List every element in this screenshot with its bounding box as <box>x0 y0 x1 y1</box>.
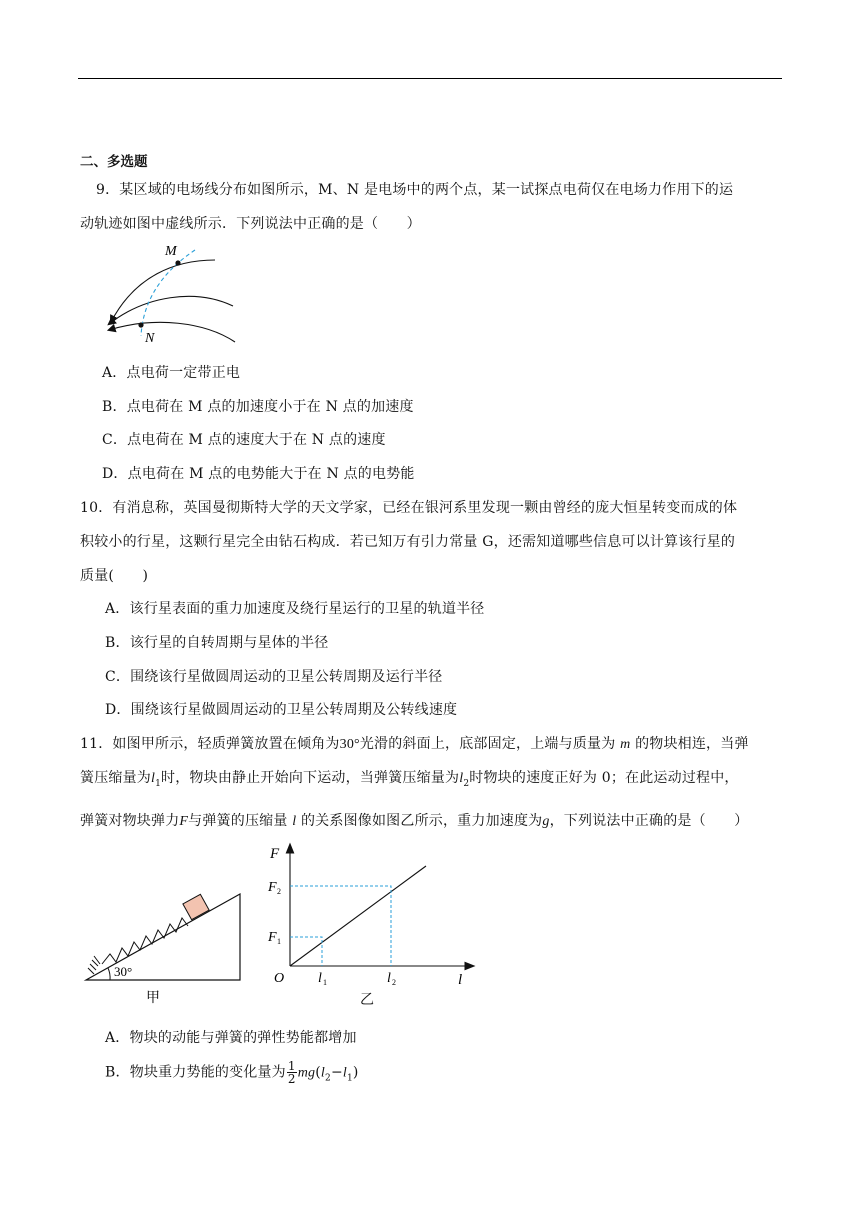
angle-label: 30° <box>114 964 133 979</box>
q9-option-d[interactable]: D．点电荷在 M 点的电势能大于在 N 点的电势能 <box>102 466 415 482</box>
label-m: M <box>165 244 177 259</box>
q11-option-a[interactable]: A．物块的动能与弹簧的弹性势能都增加 <box>105 1030 357 1046</box>
f2-label: F <box>268 880 277 895</box>
q11-option-b[interactable]: B．物块重力势能的变化量为 $\frac{1}{2}$ $mg(l_2-l_1)$ <box>105 1059 359 1086</box>
q10-stem-line2: 积较小的行星，这颗行星完全由钻石构成．若已知万有引力常量 G，还需知道哪些信息可以计算该行星的 <box>80 534 736 550</box>
graph-line <box>290 866 426 966</box>
q11-figure-yi-graph <box>262 842 482 986</box>
point-n <box>138 322 143 327</box>
q9-electric-field-figure <box>95 236 245 346</box>
section-title: 二、多选题 <box>80 154 148 170</box>
q9-option-b[interactable]: B．点电荷在 M 点的加速度小于在 N 点的加速度 <box>102 399 414 415</box>
q9-stem-line2: 动轨迹如图中虚线所示．下列说法中正确的是（ ） <box>80 216 421 232</box>
dash-f1 <box>290 937 322 966</box>
wall-hatch <box>88 956 100 974</box>
q9-option-c[interactable]: C．点电荷在 M 点的速度大于在 N 点的速度 <box>102 432 386 448</box>
block <box>183 894 209 919</box>
q10-option-c[interactable]: C．围绕该行星做圆周运动的卫星公转周期及运行半径 <box>105 669 443 685</box>
q10-option-b[interactable]: B．该行星的自转周期与星体的半径 <box>105 635 329 651</box>
label-n: N <box>145 331 155 346</box>
f2-sub: 2 <box>277 887 281 896</box>
field-line-bottom <box>109 322 235 342</box>
origin-label: O <box>274 971 285 986</box>
field-line-middle <box>109 296 233 324</box>
axis-l-label: l <box>458 972 463 986</box>
q10-stem-line3: 质量( ) <box>80 568 149 584</box>
spring <box>102 918 188 964</box>
angle-arc <box>108 968 110 980</box>
l2-label: l <box>387 971 391 986</box>
axis-f-label: F <box>270 846 280 862</box>
l1-sub: 1 <box>323 978 327 986</box>
q11-stem-line3: 弹簧对物块弹力F与弹簧的压缩量 l 的关系图像如图乙所示，重力加速度为g，下列说法中正确的是（ ） <box>80 813 749 829</box>
header-rule <box>78 78 782 79</box>
fraction-half: $\frac{1}{2}$ <box>287 1059 296 1086</box>
caption-jia: 甲 <box>146 990 160 1004</box>
q11-stem-line2: 簧压缩量为$l_1$时，物块由静止开始向下运动，当弹簧压缩量为$l_2$时物块的速度正好为 0；在此运动过程中， <box>80 770 739 789</box>
q10-option-d[interactable]: D．围绕该行星做圆周运动的卫星公转周期及公转线速度 <box>105 702 458 718</box>
q9-stem-line1: 9．某区域的电场线分布如图所示，M、N 是电场中的两个点，某一试探点电荷仅在电场力作用下的运 <box>96 182 734 198</box>
q10-option-a[interactable]: A．该行星表面的重力加速度及绕行星运行的卫星的轨道半径 <box>105 601 485 617</box>
q10-stem-line1: 10．有消息称，英国曼彻斯特大学的天文学家，已经在银河系里发现一颗由曾经的庞大恒星转变而成的体 <box>80 500 738 516</box>
l1-label: l <box>318 971 322 986</box>
l2-sub: 2 <box>392 978 396 986</box>
q11-figure-jia-incline <box>80 884 250 1004</box>
q11-stem-line1: 11．如图甲所示，轻质弹簧放置在倾角为30°光滑的斜面上，底部固定，上端与质量为 m 的物块相连，当弹 <box>80 736 749 752</box>
dash-f2 <box>290 886 391 966</box>
f1-sub: 1 <box>277 937 281 946</box>
caption-yi: 乙 <box>360 992 375 1008</box>
point-m <box>175 260 180 265</box>
f1-label: F <box>268 930 277 945</box>
q9-option-a[interactable]: A．点电荷一定带正电 <box>102 365 241 381</box>
